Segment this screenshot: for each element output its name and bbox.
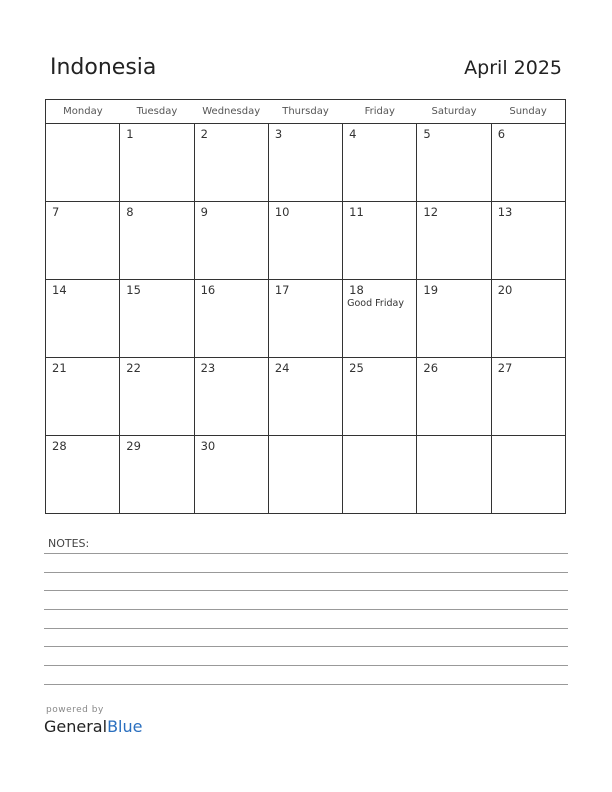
weekday-friday: Friday [343,100,417,124]
day-number [269,436,342,439]
day-cell [120,358,194,436]
note-line [44,572,568,573]
note-line [44,628,568,629]
week-row [46,202,566,280]
weekday-saturday: Saturday [417,100,491,124]
day-number: 15 [126,283,141,297]
brand-name-blue: Blue [107,717,143,736]
weekday-wednesday: Wednesday [194,100,268,124]
brand-name-general: General [44,717,108,736]
note-line [44,684,568,685]
day-cell [491,280,565,358]
day-cell [417,124,491,202]
note-line [44,553,568,554]
day-cell [417,280,491,358]
week-row [46,436,566,514]
day-cell [120,202,194,280]
day-cell [417,358,491,436]
day-number: 30 [200,439,216,453]
day-cell [343,280,417,358]
day-number: 21 [52,361,67,375]
day-number: 28 [52,439,67,453]
day-number: 26 [423,361,439,375]
month-year-title: April 2025 [464,57,562,79]
day-cell [343,436,417,514]
day-number: 16 [200,283,216,297]
day-cell [46,436,120,514]
holiday-label: Good Friday [347,298,404,309]
day-cell [194,358,268,436]
day-cell [417,436,491,514]
day-number: 10 [274,205,290,219]
note-line [44,665,568,666]
brand-logo [44,717,142,736]
day-cell [194,436,268,514]
weekday-tuesday: Tuesday [120,100,194,124]
day-cell [46,124,120,202]
day-number: 22 [126,361,141,375]
day-cell [417,202,491,280]
day-number: 18 [349,283,364,297]
notes-label: NOTES: [48,537,90,550]
day-number: 2 [200,127,208,141]
day-number: 6 [497,127,506,141]
day-number: 27 [497,361,513,375]
day-cell [120,436,194,514]
note-line [44,646,568,647]
day-number [46,124,119,127]
weekday-header-row [46,100,566,124]
week-row [46,124,566,202]
day-cell [268,436,342,514]
day-number: 29 [126,439,141,453]
day-number: 24 [274,361,290,375]
day-cell [268,124,342,202]
day-number: 23 [200,361,216,375]
day-cell [268,280,342,358]
day-cell [194,280,268,358]
day-cell [491,124,565,202]
weekday-sunday: Sunday [491,100,565,124]
day-cell [194,202,268,280]
day-cell [268,202,342,280]
day-number: 1 [126,127,134,141]
note-line [44,590,568,591]
day-number: 11 [349,205,364,219]
day-cell [46,202,120,280]
day-number: 12 [423,205,439,219]
day-number: 8 [126,205,134,219]
day-cell [343,358,417,436]
weekday-thursday: Thursday [268,100,342,124]
day-number: 19 [423,283,439,297]
day-cell [343,124,417,202]
day-number [492,436,565,439]
day-cell [268,358,342,436]
day-number: 3 [274,127,283,141]
country-title: Indonesia [50,55,157,80]
day-number: 17 [274,283,290,297]
note-line [44,609,568,610]
day-cell [120,124,194,202]
week-row [46,280,566,358]
day-cell [46,280,120,358]
day-number: 25 [349,361,364,375]
day-number [343,436,416,439]
week-row [46,358,566,436]
day-cell [491,202,565,280]
day-cell [120,280,194,358]
day-number: 5 [423,127,431,141]
day-number: 7 [52,205,60,219]
weekday-monday: Monday [46,100,120,124]
day-number [417,436,490,439]
day-number: 9 [200,205,208,219]
day-cell [194,124,268,202]
day-number: 14 [52,283,67,297]
day-number: 13 [497,205,513,219]
calendar-grid [45,99,566,514]
day-cell [343,202,417,280]
day-number: 20 [497,283,513,297]
day-number: 4 [349,127,357,141]
day-cell [46,358,120,436]
day-cell [491,358,565,436]
day-cell [491,436,565,514]
powered-by-text: powered by [46,705,104,715]
